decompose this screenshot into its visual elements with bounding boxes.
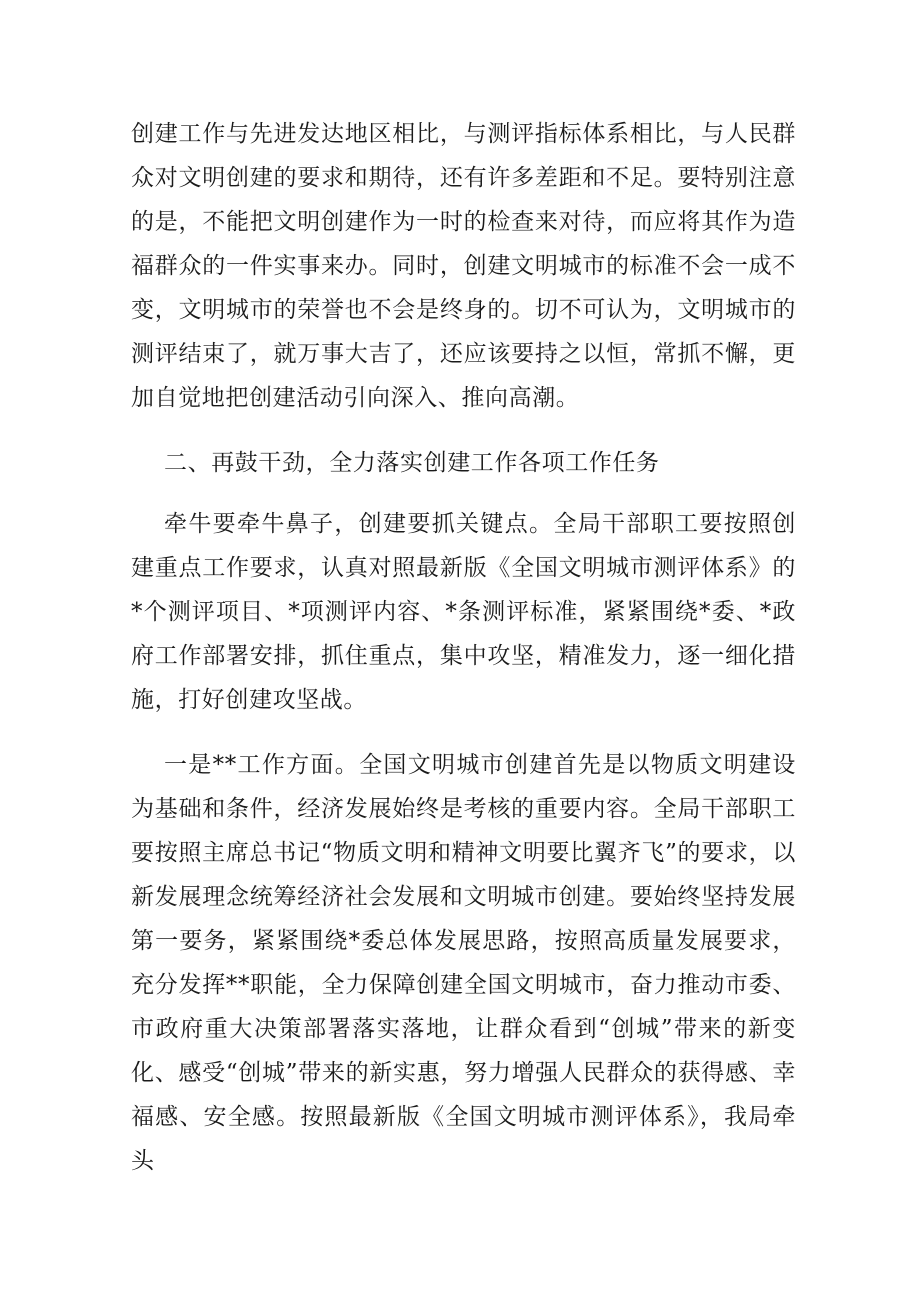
section-heading: 二、再鼓干劲，全力落实创建工作各项工作任务 bbox=[164, 450, 660, 476]
paragraph-work-aspect: 一是**工作方面。全国文明城市创建首先是以物质文明建设为基础和条件，经济发展始终是考核的重要内容。全局干部职工要按照主席总书记“物质文明和精神文明要比翼齐飞”的要求，以新发展理念统筹经济社会发展和文明城市创建。要始终坚持发展第一要务，紧紧围绕*委总体发展思路，按照高质量发展要求，充分发挥**职能，全力保障创建全国文明城市，奋力推动市委、市政府重大决策部署落实落地，让群众看到“创城”带来的新变化、感受“创城”带来的新实惠，努力增强人民群众的获得感、幸福感、安全感。按照最新版《全国文明城市测评体系》，我局牵头 bbox=[131, 752, 796, 1174]
paragraph-intro: 创建工作与先进发达地区相比，与测评指标体系相比，与人民群众对文明创建的要求和期待，还有许多差距和不足。要特别注意的是，不能把文明创建作为一时的检查来对待，而应将其作为造福群众的一件实事来办。同时，创建文明城市的标准不会一成不变，文明城市的荣誉也不会是终身的。切不可认为，文明城市的测评结束了，就万事大吉了，还应该要持之以恒，常抓不懈，更加自觉地把创建活动引向深入、推向高潮。 bbox=[131, 121, 796, 411]
paragraph-key-points: 牵牛要牵牛鼻子，创建要抓关键点。全局干部职工要按照创建重点工作要求，认真对照最新版《全国文明城市测评体系》的*个测评项目、*项测评内容、*条测评标准，紧紧围绕*委、*政府工作部署安排，抓住重点，集中攻坚，精准发力，逐一细化措施，打好创建攻坚战。 bbox=[131, 511, 796, 713]
document-body bbox=[131, 112, 796, 1183]
